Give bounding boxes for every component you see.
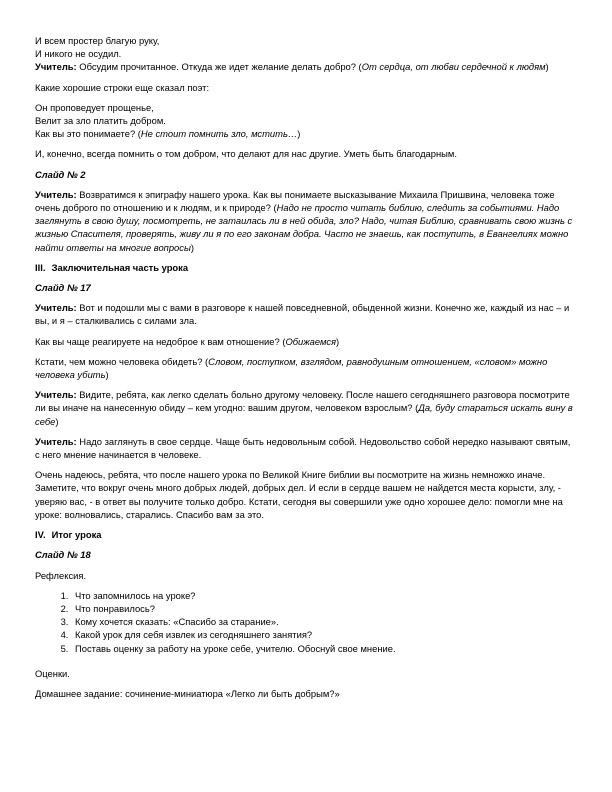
paragraph-question: Кстати, чем можно человека обидеть? (Словом, поступком, взглядом, равнодушным отношением, «словом» можно человека убить) [35, 355, 548, 381]
list-item: 2. Что понравилось? [71, 602, 575, 615]
teacher-label: Учитель: [35, 389, 77, 401]
student-answer: Обижаемся [285, 335, 337, 347]
paragraph-teacher: Учитель: Надо заглянуть в свое сердце. Чаще быть недовольным собой. Недовольство собой нередко называют святым, с него мнение начинается в человеке. [35, 435, 571, 461]
paragraph-homework: Домашнее задание: сочинение-миниатюра «Легко ли быть добрым?» [35, 687, 340, 699]
poem-line: И всем простер благую руку, [35, 35, 160, 46]
paragraph-question: Как вы чаще реагируете на недоброе к вам отношение? (Обижаемся) [35, 335, 340, 347]
section-heading: IV. Итог урока [35, 529, 102, 541]
poem-line: Велит за зло платить добром. [35, 115, 166, 127]
paragraph: Какие хорошие строки еще сказал поэт: [35, 81, 210, 93]
student-answer: Словом, поступком, взглядом, равнодушным отношением, «словом» можно человека убить [35, 355, 548, 381]
poem-line: Он проповедует прощенье, [35, 101, 154, 113]
list-item: 5. Поставь оценку за работу на уроке себе, учителю. Обоснуй свое мнение. [71, 642, 575, 655]
teacher-label: Учитель: [35, 188, 77, 200]
student-answer: Не стоит помнить зло, мстить… [140, 128, 298, 140]
paragraph-teacher-discuss: Учитель: Обсудим прочитанное. Откуда же идет желание делать добро? (От сердца, от любви сердечной к людям) [35, 61, 549, 73]
list-item: 3. Кому хочется сказать: «Спасибо за старание». [71, 615, 575, 628]
teacher-label: Учитель: [35, 435, 77, 447]
document-page [35, 34, 575, 707]
paragraph-teacher-epigraph: Учитель: Возвратимся к эпиграфу нашего урока. Как вы понимаете высказывание Михаила Пришвина, человека тоже очень доброго по отношению и к людям, и к природе? (Надо не просто читать библию, следить за событиями. Надо заглянуть в свою душу, посмотреть, не затаилась ли в ней обида, зло? Надо, читая Библию, сравнивать свою жизнь с жизнью Спасителя, проверять, живу ли я по его законам добра. Часто не знаешь, как поступить, в Евангелиях можно найти ответы на многие вопросы) [35, 188, 573, 253]
paragraph-teacher: Учитель: Вот и подошли мы с вами в разговоре к нашей повседневной, обыденной жизни. Конечно же, каждый из нас – и вы, и я – сталкивались с силами зла. [35, 302, 570, 327]
poem-line: И никого не осудил. [35, 48, 122, 60]
paragraph: И, конечно, всегда помнить о том добром, что делают для нас другие. Уметь быть благодарным. [35, 148, 457, 160]
paragraph-teacher: Учитель: Видите, ребята, как легко сделать больно другому человеку. После нашего сегодняшнего разговора посмотрите ли вы иначе на нанесенную обиду – кем угодно: вашим другом, человеком взрослым? (Да, буду стараться искать вину в себе) [35, 389, 573, 427]
list-item: 4. Какой урок для себя извлек из сегодняшнего занятия? [71, 628, 575, 641]
list-item: 1. Что запомнилось на уроке? [71, 589, 575, 602]
teacher-label: Учитель: [35, 61, 77, 73]
paragraph: Очень надеюсь, ребята, что после нашего урока по Великой Книге библии вы посмотрите на жизнь немножко иначе. Заметите, что вокруг очень много добрых людей, добрых дел. И если в сердце вашем не найдется места корысти, злу, - уверяю вас, - в ответ вы получите только добро. Кстати, сегодня вы совершили уже одно хорошее дело: помогли мне на уроке: волновались, старались. Спасибо вам за это. [35, 469, 563, 520]
slide-heading: Слайд № 2 [35, 168, 86, 180]
paragraph: Оценки. [35, 667, 70, 679]
reflection-list [35, 589, 575, 655]
slide-heading: Слайд № 17 [35, 282, 91, 294]
student-answer: Да, буду стараться искать вину в себе [35, 402, 573, 427]
teacher-label: Учитель: [35, 302, 77, 314]
section-heading: III. Заключительная часть урока [35, 261, 189, 273]
student-answer: Надо не просто читать библию, следить за событиями. Надо заглянуть в свою душу, посмотреть, не затаилась ли в ней обида, зло? Надо, читая Библию, сравнивать свою жизнь с жизнью Спасителя, проверять, живу ли я по его законам добра. Часто не знаешь, как поступить, в Евангелиях можно найти ответы на многие вопросы [35, 202, 573, 253]
slide-heading: Слайд № 18 [35, 549, 91, 561]
student-answer: От сердца, от любви сердечной к людям [361, 61, 546, 73]
paragraph: Рефлексия. [35, 569, 87, 581]
paragraph-question: Как вы это понимаете? (Не стоит помнить зло, мстить…) [35, 128, 301, 140]
